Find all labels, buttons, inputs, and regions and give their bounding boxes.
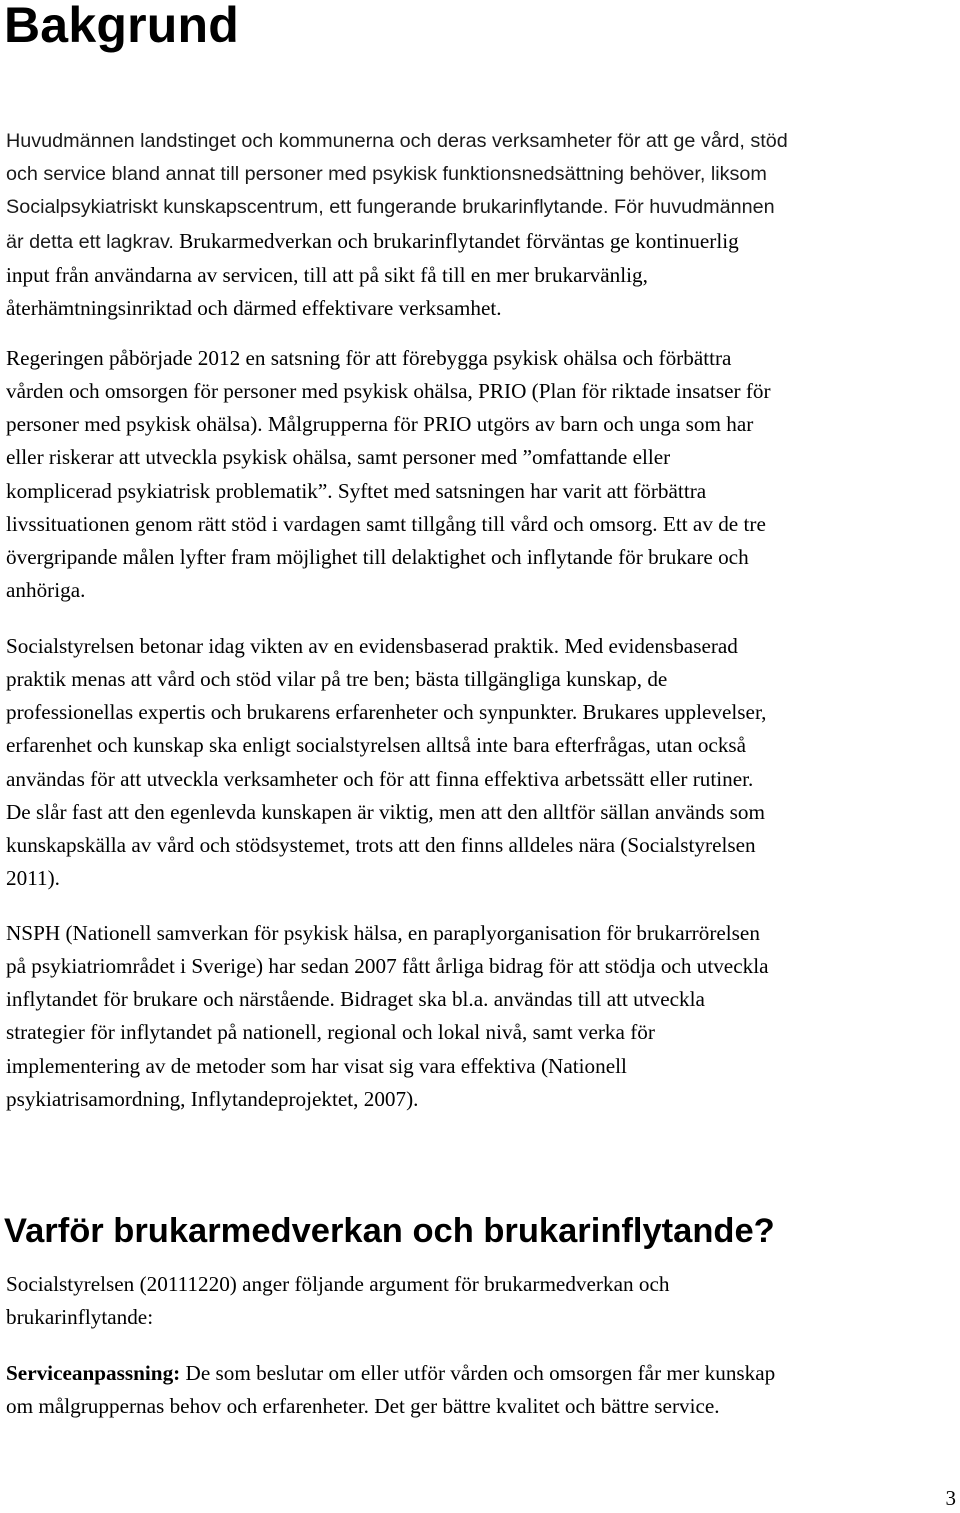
text-line: praktik menas att vård och stöd vilar på tre ben; bästa tillgängliga kunskap, de (6, 667, 668, 692)
text-line: professionellas expertis och brukarens erfarenheter och synpunkter. Brukares upplevelser, (6, 700, 767, 725)
text-line: och service bland annat till personer med psykisk funktionsnedsättning behöver, liksom (6, 163, 767, 186)
text-line: brukarinflytande: (6, 1305, 154, 1330)
text-line: vården och omsorgen för personer med psykisk ohälsa, PRIO (Plan för riktade insatser för (6, 379, 771, 404)
text-line: Socialstyrelsen betonar idag vikten av en evidensbaserad praktik. Med evidensbaserad (6, 634, 738, 658)
text-segment: är detta ett lagkrav. (6, 230, 174, 253)
text-line: psykiatrisamordning, Inflytandeprojektet, 2007). (6, 1086, 419, 1111)
text-line (6, 225, 960, 259)
text-line: Socialstyrelsen (20111220) anger följande argument för brukarmedverkan och (6, 1272, 670, 1296)
text-line: implementering av de metoder som har visat sig vara effektiva (Nationell (6, 1053, 627, 1078)
paragraph-3 (6, 630, 960, 895)
text-line: input från användarna av servicen, till att på sikt få till en mer brukarvänlig, (6, 262, 648, 287)
text-line: komplicerad psykiatrisk problematik”. Syftet med satsningen har varit att förbättra (6, 478, 707, 503)
paragraph-1 (6, 225, 960, 325)
text-line: återhämtningsinriktad och därmed effektivare verksamhet. (6, 295, 502, 320)
text-line: inflytandet för brukare och närstående. Bidraget ska bl.a. användas till att utveckla (6, 987, 705, 1012)
text-line: på psykiatriområdet i Sverige) har sedan 2007 fått årliga bidrag för att stödja och utveckla (6, 954, 769, 979)
text-line: om målgruppernas behov och erfarenheter. Det ger bättre kvalitet och bättre service. (6, 1394, 720, 1419)
text-line: NSPH (Nationell samverkan för psykisk hälsa, en paraplyorganisation för brukarrörelsen (6, 921, 760, 945)
text-line: Huvudmännen landstinget och kommunerna och deras verksamheter för att ge vård, stöd (6, 130, 788, 152)
text-segment: De som beslutar om eller utför vården och omsorgen får mer kunskap (180, 1361, 776, 1385)
text-line: strategier för inflytandet på nationell, regional och lokal nivå, samt verka för (6, 1020, 655, 1045)
subsection-heading: Varför brukarmedverkan och brukarinflytande? (4, 1212, 775, 1250)
paragraph-6 (6, 1357, 960, 1423)
text-line: Regeringen påbörjade 2012 en satsning för att förebygga psykisk ohälsa och förbättra (6, 346, 732, 370)
paragraph-5 (6, 1268, 960, 1334)
text-line (6, 1357, 960, 1390)
text-line: användas för att utveckla verksamheter och för att finna effektiva arbetssätt eller rutiner. (6, 766, 754, 791)
text-line: 2011). (6, 866, 60, 891)
text-segment: Brukarmedverkan och brukarinflytandet förväntas ge kontinuerlig (173, 228, 739, 253)
text-line: eller riskerar att utveckla psykisk ohälsa, samt personer med ”omfattande eller (6, 445, 671, 470)
text-line: anhöriga. (6, 578, 86, 603)
paragraph-2 (6, 342, 960, 607)
page-number: 3 (945, 1486, 956, 1510)
text-line: övergripande målen lyfter fram möjlighet till delaktighet och inflytande för brukare och (6, 544, 749, 569)
text-line: kunskapskälla av vård och stödsystemet, trots att den finns alldeles nära (Socialstyrelsen (6, 832, 756, 857)
text-line: erfarenhet och kunskap ska enligt socialstyrelsen alltså inte bara efterfrågas, utan också (6, 733, 747, 758)
text-line: personer med psykisk ohälsa). Målgrupperna för PRIO utgörs av barn och unga som har (6, 412, 754, 437)
text-line: Socialpsykiatriskt kunskapscentrum, ett fungerande brukarinflytande. För huvudmännen (6, 196, 775, 219)
paragraph-1-sans (6, 125, 960, 224)
section-heading: Bakgrund (4, 0, 239, 53)
text-line: De slår fast att den egenlevda kunskapen är viktig, men att den alltför sällan används som (6, 799, 765, 824)
text-line: livssituationen genom rätt stöd i vardagen samt tillgång till vård och omsorg. Ett av de tre (6, 511, 766, 536)
paragraph-4 (6, 917, 960, 1116)
term-label: Serviceanpassning: (6, 1361, 181, 1385)
